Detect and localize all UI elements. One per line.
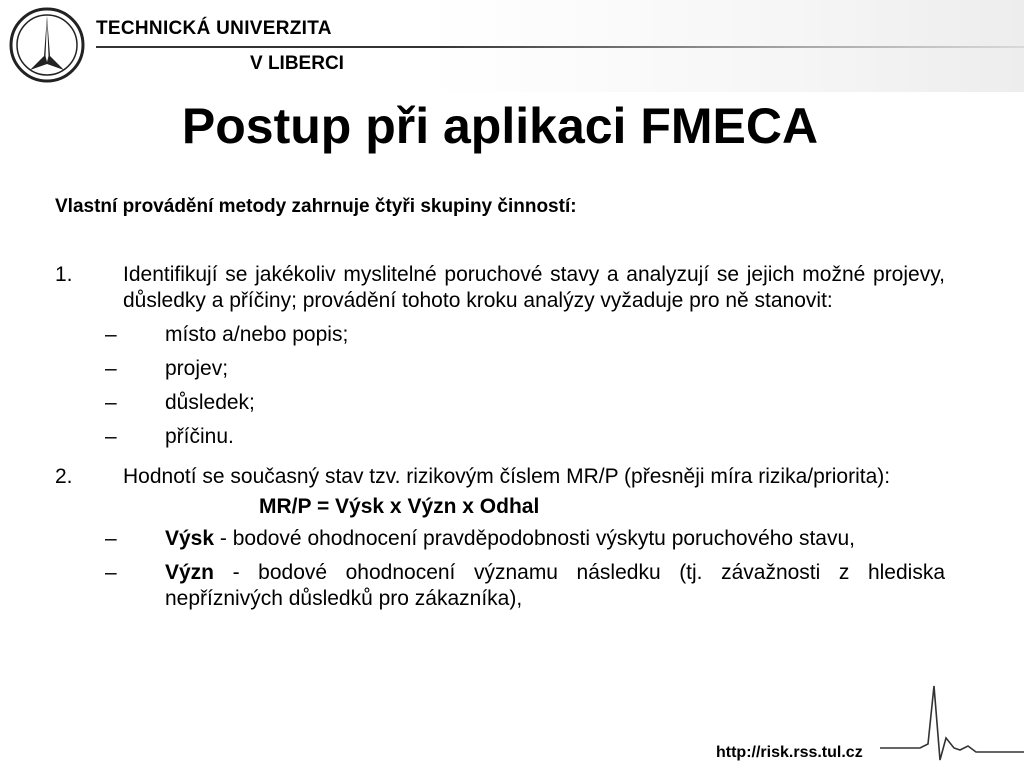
dash-bullet: – <box>105 425 117 448</box>
sub-item <box>55 390 945 416</box>
dash-bullet: – <box>105 391 117 414</box>
ekg-wave-icon <box>880 678 1024 768</box>
slide-content <box>55 262 945 612</box>
slide-header <box>0 0 1024 92</box>
sub-item <box>55 560 945 612</box>
list-item-2 <box>55 464 945 490</box>
university-name-line2: V LIBERCI <box>250 53 344 74</box>
formula: MR/P = Výsk x Význ x Odhal <box>259 495 540 518</box>
dash-bullet: – <box>105 323 117 346</box>
sub-item <box>55 356 945 382</box>
dash-bullet: – <box>105 527 117 550</box>
dash-bullet: – <box>105 357 117 380</box>
sub-item <box>55 322 945 348</box>
footer-url: http://risk.rss.tul.cz <box>716 744 863 761</box>
item-text: Hodnotí se současný stav tzv. rizikovým číslem MR/P (přesněji míra rizika/priorita): <box>123 465 891 488</box>
term: Výsk <box>165 527 215 550</box>
sub-item-text: důsledek; <box>165 391 255 414</box>
university-name-line1: TECHNICKÁ UNIVERZITA <box>96 18 332 39</box>
sub-item-text: příčinu. <box>165 425 234 448</box>
sub-item <box>55 526 945 552</box>
dash-bullet: – <box>105 561 117 584</box>
item-number: 1. <box>55 263 73 286</box>
item-text: Identifikují se jakékoliv myslitelné poruchové stavy a analyzují se jejich možné projevy, důsledky a příčiny; provádění tohoto kroku analýzy vyžaduje pro ně stanovit: <box>123 263 945 312</box>
intro-text: Vlastní provádění metody zahrnuje čtyři skupiny činností: <box>55 196 577 217</box>
sub-item-text: - bodové ohodnocení pravděpodobnosti výskytu poruchového stavu, <box>214 527 855 550</box>
item-number: 2. <box>55 465 73 488</box>
sub-item <box>55 424 945 450</box>
sub-item-text: projev; <box>165 357 229 380</box>
sub-item-text: - bodové ohodnocení významu následku (tj. závažnosti z hlediska nepříznivých důsledků pro zákazníka), <box>165 561 945 610</box>
sub-item-text: místo a/nebo popis; <box>165 323 349 346</box>
university-seal-icon <box>8 6 86 84</box>
header-rule <box>96 46 1024 48</box>
list-item-1 <box>55 262 945 314</box>
slide-title: Postup při aplikaci FMECA <box>181 98 819 154</box>
term: Význ <box>165 561 215 584</box>
